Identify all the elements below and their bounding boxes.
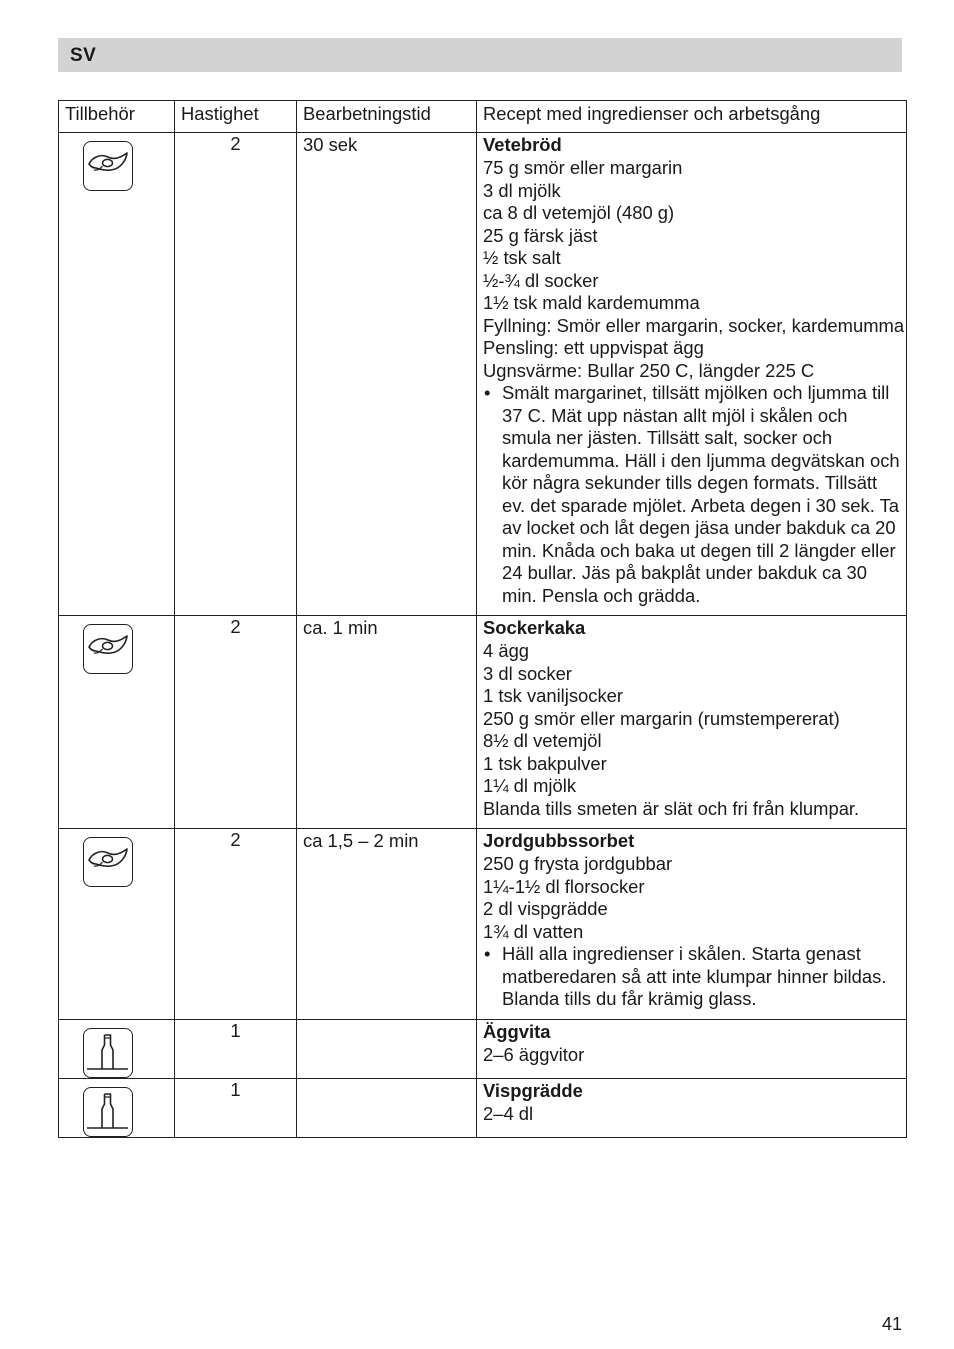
- page-number: 41: [882, 1314, 903, 1334]
- language-bar: [58, 38, 902, 72]
- speed-cell: [175, 829, 297, 1020]
- ingredient-line: 1¼-1½ dl florsocker: [483, 875, 645, 897]
- recipe-title: Vetebröd: [483, 134, 562, 155]
- recipe-row-vispgradde: [59, 1078, 907, 1137]
- speed-cell: [175, 133, 297, 616]
- ingredient-line: 1½ tsk mald kardemumma: [483, 292, 700, 313]
- time-cell: 30 sek: [297, 133, 477, 616]
- ingredient-line: Ugnsvärme: Bullar 250 C, längder 225 C: [483, 359, 815, 381]
- column-header-accessory: Tillbehör: [59, 101, 175, 133]
- knife-blade-icon: [83, 624, 133, 674]
- ingredient-line: 1 tsk vaniljsocker: [483, 685, 624, 706]
- instruction-bullet: • Häll alla ingredienser i skålen. Starta genast matberedaren så att inte klumpar hinner bildas. Blanda tills du får krämig glass.: [483, 943, 900, 1011]
- ingredient-line: 3 dl mjölk: [483, 179, 561, 201]
- ingredient-line: 8½ dl vetemjöl: [483, 730, 602, 751]
- ingredient-line: 1 tsk bakpulver: [483, 752, 607, 774]
- accessory-cell: [59, 133, 175, 616]
- speed-value: 2: [230, 829, 241, 850]
- ingredient-line: 75 g smör eller margarin: [483, 157, 683, 178]
- ingredient-line: ½ tsk salt: [483, 247, 561, 268]
- speed-cell: [175, 1078, 297, 1137]
- ingredient-line: 250 g smör eller margarin (rumstempererat): [483, 707, 840, 729]
- speed-cell: [175, 1019, 297, 1078]
- ingredient-line: 1¾ dl vatten: [483, 920, 584, 942]
- speed-value: 2: [230, 616, 241, 637]
- accessory-cell: [59, 616, 175, 829]
- ingredient-line: 2–6 äggvitor: [483, 1043, 585, 1065]
- speed-value: 1: [230, 1078, 241, 1100]
- ingredient-line: ½-¾ dl socker: [483, 269, 599, 291]
- recipe-title: Jordgubbssorbet: [483, 830, 635, 851]
- recipe-title: Sockerkaka: [483, 617, 586, 638]
- knife-blade-icon: [83, 837, 133, 887]
- accessory-cell: [59, 1078, 175, 1137]
- ingredient-line: 1¼ dl mjölk: [483, 775, 577, 796]
- knife-blade-icon: [83, 141, 133, 191]
- recipe-cell: [477, 616, 907, 829]
- ingredient-line: 2–4 dl: [483, 1102, 534, 1124]
- recipe-title: Äggvita: [483, 1020, 551, 1042]
- language-label: SV: [70, 45, 97, 66]
- table-header-row: [59, 101, 907, 133]
- ingredient-line: Blanda tills smeten är slät och fri från klumpar.: [483, 797, 860, 819]
- column-header-recipe: Recept med ingredienser och arbetsgång: [477, 101, 907, 133]
- recipe-row-jordgubbssorbet: [59, 829, 907, 1020]
- recipe-title: Vispgrädde: [483, 1079, 583, 1101]
- recipe-row-sockerkaka: [59, 616, 907, 829]
- recipe-row-aggvita: [59, 1019, 907, 1078]
- speed-cell: [175, 616, 297, 829]
- speed-value: 2: [230, 133, 241, 154]
- accessory-cell: [59, 829, 175, 1020]
- ingredient-line: 250 g frysta jordgubbar: [483, 853, 673, 874]
- time-cell: [297, 1019, 477, 1078]
- ingredient-line: 4 ägg: [483, 640, 530, 661]
- speed-value: 1: [230, 1019, 241, 1041]
- ingredient-line: 25 g färsk jäst: [483, 224, 598, 246]
- recipe-cell: [477, 1019, 907, 1078]
- ingredient-line: 2 dl vispgrädde: [483, 898, 608, 919]
- recipe-table: [58, 100, 907, 1138]
- ingredient-line: Fyllning: Smör eller margarin, socker, kardemumma: [483, 314, 905, 336]
- instruction-bullet: • Smält margarinet, tillsätt mjölken och ljumma till 37 C. Mät upp nästan allt mjöl i skålen och smula ner jästen. Tillsätt salt, socker och kardemumma. Häll i den ljumma degvätskan och kör några sekunder tills degen formats. Tillsätt ev. det sparade mjölet. Arbeta degen i 30 sek. Ta av locket och låt degen jäsa under bakduk ca 20 min. Knåda och baka ut degen till 2 längder eller 24 bullar. Jäs på bakplåt under bakduk ca 30 min. Pensla och grädda.: [483, 382, 900, 607]
- recipe-row-vetebrod: [59, 133, 907, 616]
- time-cell: ca. 1 min: [297, 616, 477, 829]
- ingredient-line: Pensling: ett uppvispat ägg: [483, 337, 704, 358]
- time-cell: ca 1,5 – 2 min: [297, 829, 477, 1020]
- ingredient-line: 3 dl socker: [483, 662, 572, 684]
- recipe-cell: [477, 133, 907, 616]
- recipe-cell: [477, 829, 907, 1020]
- time-cell: [297, 1078, 477, 1137]
- column-header-time: Bearbetningstid: [297, 101, 477, 133]
- whisk-disc-icon: [83, 1087, 133, 1137]
- ingredient-line: ca 8 dl vetemjöl (480 g): [483, 202, 675, 223]
- column-header-speed: Hastighet: [175, 101, 297, 133]
- whisk-disc-icon: [83, 1028, 133, 1078]
- accessory-cell: [59, 1019, 175, 1078]
- recipe-cell: [477, 1078, 907, 1137]
- recipe-table-body: [59, 133, 907, 1138]
